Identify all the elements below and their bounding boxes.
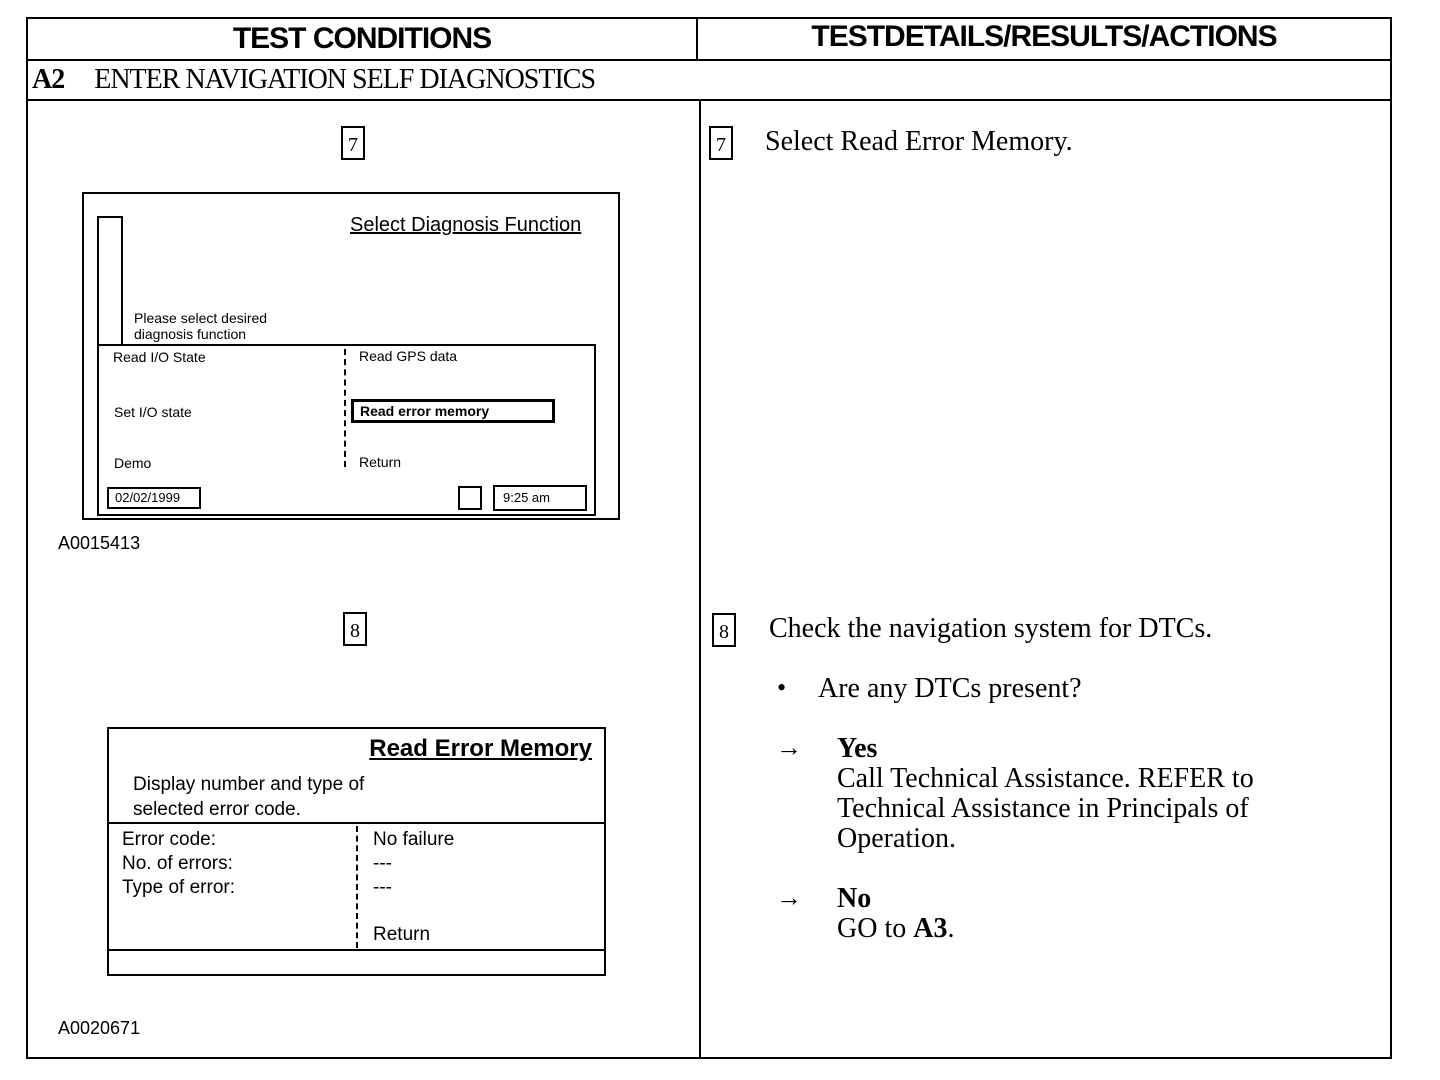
frame-top bbox=[26, 17, 1392, 19]
screen-prompt-line1: Please select desired bbox=[134, 310, 268, 326]
option-read-io-state[interactable]: Read I/O State bbox=[113, 349, 206, 365]
column-divider-main bbox=[699, 99, 701, 1059]
error-code-label: Error code: bbox=[122, 829, 216, 850]
options-divider bbox=[344, 349, 346, 467]
section-heading bbox=[32, 64, 595, 96]
step-8-box-right: 8 bbox=[712, 613, 736, 647]
option-set-io-state[interactable]: Set I/O state bbox=[114, 404, 192, 420]
frame-bottom bbox=[26, 1057, 1392, 1059]
yes-arrow-icon: → bbox=[776, 733, 802, 762]
dtc-question: Are any DTCs present? bbox=[818, 673, 1082, 704]
frame-right bbox=[1390, 17, 1392, 1059]
screen-title: Select Diagnosis Function bbox=[350, 214, 582, 236]
step-7-instruction: Select Read Error Memory. bbox=[765, 126, 1073, 157]
no-label: No bbox=[837, 883, 872, 914]
yes-label: Yes bbox=[837, 733, 878, 764]
option-return[interactable]: Return bbox=[359, 454, 402, 470]
no-action-prefix: GO to bbox=[837, 913, 907, 944]
error-screen-desc-line2: selected error code. bbox=[133, 799, 301, 820]
yes-action-line1: Call Technical Assistance. REFER to bbox=[837, 763, 1254, 794]
status-indicator-box bbox=[458, 486, 482, 510]
step-8-instruction: Check the navigation system for DTCs. bbox=[769, 613, 1213, 644]
error-count-label: No. of errors: bbox=[122, 853, 233, 874]
no-action-target[interactable]: A3 bbox=[913, 913, 948, 944]
step-7-box-right: 7 bbox=[709, 126, 733, 160]
yes-action-line2: Technical Assistance in Principals of bbox=[837, 793, 1249, 824]
screen-side-tab bbox=[97, 216, 123, 344]
bullet-icon: • bbox=[777, 673, 787, 702]
error-screen-divider bbox=[356, 826, 358, 948]
error-type-label: Type of error: bbox=[122, 877, 235, 898]
time-display: 9:25 am bbox=[493, 485, 587, 511]
header-divider bbox=[26, 59, 1392, 61]
error-screen-bottom-rule bbox=[109, 949, 604, 951]
diagnosis-screen bbox=[82, 192, 620, 520]
frame-left bbox=[26, 17, 28, 1059]
error-screen-title: Read Error Memory bbox=[369, 735, 592, 762]
figure-id-2: A0020671 bbox=[58, 1018, 141, 1038]
option-demo[interactable]: Demo bbox=[114, 455, 152, 471]
section-title: ENTER NAVIGATION SELF DIAGNOSTICS bbox=[94, 64, 596, 95]
figure-id-1: A0015413 bbox=[58, 533, 141, 553]
section-id: A2 bbox=[32, 64, 65, 95]
step-8-box-left: 8 bbox=[343, 612, 367, 646]
error-count-value: --- bbox=[373, 853, 392, 874]
error-screen-desc-line1: Display number and type of bbox=[133, 774, 365, 795]
screen-prompt-line2: diagnosis function bbox=[134, 326, 247, 342]
header-left-title: TEST CONDITIONS bbox=[232, 22, 492, 55]
step-7-box-left: 7 bbox=[341, 126, 365, 160]
no-action bbox=[837, 913, 954, 945]
yes-action-line3: Operation. bbox=[837, 823, 956, 854]
section-divider bbox=[26, 99, 1392, 101]
error-memory-screen bbox=[107, 727, 606, 976]
date-display: 02/02/1999 bbox=[107, 487, 201, 509]
no-action-suffix: . bbox=[947, 913, 955, 944]
header-right-title: TESTDETAILS/RESULTS/ACTIONS bbox=[811, 20, 1277, 53]
option-read-error-memory[interactable]: Read error memory bbox=[351, 399, 555, 423]
error-type-value: --- bbox=[373, 877, 392, 898]
option-read-gps-data[interactable]: Read GPS data bbox=[359, 348, 458, 364]
error-screen-return[interactable]: Return bbox=[373, 924, 431, 945]
no-arrow-icon: → bbox=[776, 883, 802, 912]
error-code-value: No failure bbox=[373, 829, 455, 850]
error-screen-top-rule bbox=[109, 822, 604, 824]
